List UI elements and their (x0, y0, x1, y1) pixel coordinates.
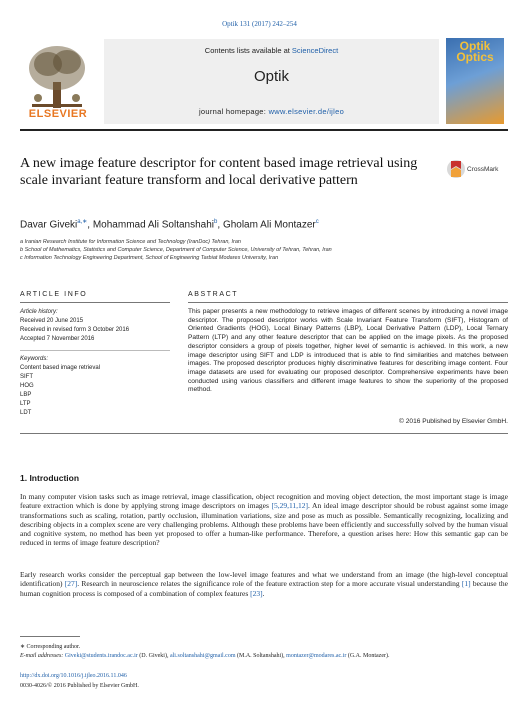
affiliation: b School of Mathematics, Statistics and Computer Science, Department of Computer Science, University of Tehran, Tehran, Iran (20, 247, 332, 253)
citation-link[interactable]: [27] (64, 579, 78, 589)
affiliation: c Information Technology Engineering Department, School of Engineering Tarbiat Modares University, Iran (20, 255, 279, 261)
keyword: Content based image retrieval (20, 365, 101, 371)
citation-link[interactable]: [1] (461, 579, 471, 589)
author-affiliation-marker[interactable]: b (214, 219, 218, 225)
email-owner: (G.A. Montazer). (346, 653, 390, 659)
doi-link[interactable]: http://dx.doi.org/10.1016/j.ijleo.2016.11.046 (20, 673, 127, 679)
author-list: Davar Giveki$^{a,∗}$, Mohammad Ali Soltanshahi$^b$, Gholam Ali Montazer$^c$ (20, 219, 319, 231)
email-label: E-mail addresses: (20, 653, 65, 659)
article-info-heading: ARTICLE INFO (20, 291, 88, 298)
author-affiliation-marker[interactable]: a,∗ (77, 219, 88, 225)
abstract-body: This paper presents a new methodology to retrieve images of different scenes by introducing a novel image descriptor. The proposed descriptor works with Scale Invariant Feature Transform (SIFT), Histogram of Oriented Gradients (HOG), Local Binary Patterns (LBP), Local Derivative Pattern (LDP), Local Ternary Pattern (LTP) and any other feature descriptor that can be applied on the image pixels. As the proposed descriptor considers a group of pixels together, higher level of semantic is achieved. In this work, a new image descriptor using SIFT and LDP is introduced that is able to find similarities and matches between images. The proposed descriptor produces highly discriminative features for describing image content. Four image datasets are used for evaluating our proposed descriptor. Comprehensive experiments have been conducted using various classifiers and different image features to show the superiority of the proposed method. (188, 308, 508, 394)
email-link[interactable]: Giveki@students.irandoc.ac.ir (64, 653, 138, 659)
contents-line (104, 46, 439, 55)
email-link[interactable]: montazer@modares.ac.ir (286, 653, 347, 659)
history-item: Received 20 June 2015 (20, 318, 84, 324)
paragraph-text: In many computer vision tasks such as image retrieval, image classification, object recognition and moving object detection, the most important stage is image feature extraction which is done by applying strong image descriptors on images (20, 492, 508, 511)
keywords-label: Keywords: (20, 356, 49, 362)
homepage-prefix: journal homepage: (198, 107, 269, 116)
introduction-heading: 1. Introduction (20, 473, 80, 483)
abstract-copyright: © 2016 Published by Elsevier GmbH. (399, 418, 508, 425)
article-title: A new image feature descriptor for content based image retrieval using scale invariant feature transform and local derivative pattern (20, 156, 418, 188)
introduction-paragraph (20, 492, 508, 548)
homepage-line (104, 107, 439, 116)
keyword: HOG (20, 383, 34, 389)
history-label: Article history: (20, 309, 58, 315)
contents-prefix: Contents lists available at (204, 46, 292, 55)
paragraph-text: . An ideal image descriptor should be robust against some image transformations such as scaling, rotation, partly occlusion, illumination variations, size and pose as much as possible. Semantically recognizing, localizing and describing objects in a complex scene are very challenging problems. Although these problems have been efficiently and successfully solved by the human visual and cognitive system, no method has been yet proposed to offer a human-like performance. Therefore, a question arises here: How this semantic gap can be reduced in terms of image feature description? (20, 501, 509, 548)
citation-link[interactable]: [5,29,11,12] (271, 501, 309, 511)
citation-link[interactable]: [23] (250, 588, 263, 598)
keyword: LTP (20, 401, 31, 407)
paragraph-text: Early research works consider the perceptual gap between the low-level image features and what we understand from an image (the high-level conceptual identification) (20, 570, 508, 589)
abstract-bottom-divider (20, 433, 508, 434)
history-item: Accepted 7 November 2016 (20, 336, 95, 342)
journal-reference[interactable]: Optik 131 (2017) 242–254 (222, 20, 297, 28)
paragraph-text: . Research in neuroscience relates the significance role of the feature extraction step for a more accurate visual understanding (77, 579, 462, 589)
author-name[interactable]: Mohammad Ali Soltanshahi (92, 219, 215, 231)
journal-cover-title: Optik Optics (456, 39, 494, 64)
abstract-divider (188, 302, 508, 303)
email-footnote (20, 653, 508, 659)
abstract-heading: ABSTRACT (188, 291, 239, 298)
keyword: LDT (20, 410, 32, 416)
history-item: Received in revised form 3 October 2016 (20, 327, 130, 333)
homepage-url-link[interactable]: www.elsevier.de/ijleo (268, 107, 345, 116)
crossmark-label[interactable]: CrossMark (467, 166, 499, 173)
email-link[interactable]: ali.soltanshahi@gmail.com (169, 653, 236, 659)
header-divider (20, 129, 508, 131)
introduction-paragraph (20, 570, 508, 598)
keyword: SIFT (20, 374, 33, 380)
paragraph-text: . (262, 588, 265, 598)
publisher-wordmark: ELSEVIER (28, 108, 88, 120)
corresponding-author-note: ∗ Corresponding author. (20, 644, 81, 650)
journal-name: Optik (253, 68, 289, 85)
footnote-divider (20, 636, 80, 637)
paragraph-text: because the human cognition process is composed of a combination of complex features (20, 579, 509, 598)
info-separator (20, 350, 170, 351)
email-owner: (M.A. Soltanshahi), (235, 653, 287, 659)
issn-line: 0030-4026/© 2016 Published by Elsevier GmbH. (20, 683, 139, 689)
author-affiliation-marker[interactable]: c (315, 219, 319, 225)
sciencedirect-link[interactable]: ScienceDirect (291, 46, 339, 55)
author-name[interactable]: Gholam Ali Montazer (222, 219, 316, 231)
email-owner: (D. Giveki), (137, 653, 170, 659)
author-name[interactable]: Davar Giveki (20, 219, 78, 231)
keyword: LBP (20, 392, 32, 398)
article-info-divider (20, 302, 170, 303)
affiliation: a Iranian Research Institute for Information Science and Technology (IranDoc) Tehran, Iran (20, 239, 241, 245)
